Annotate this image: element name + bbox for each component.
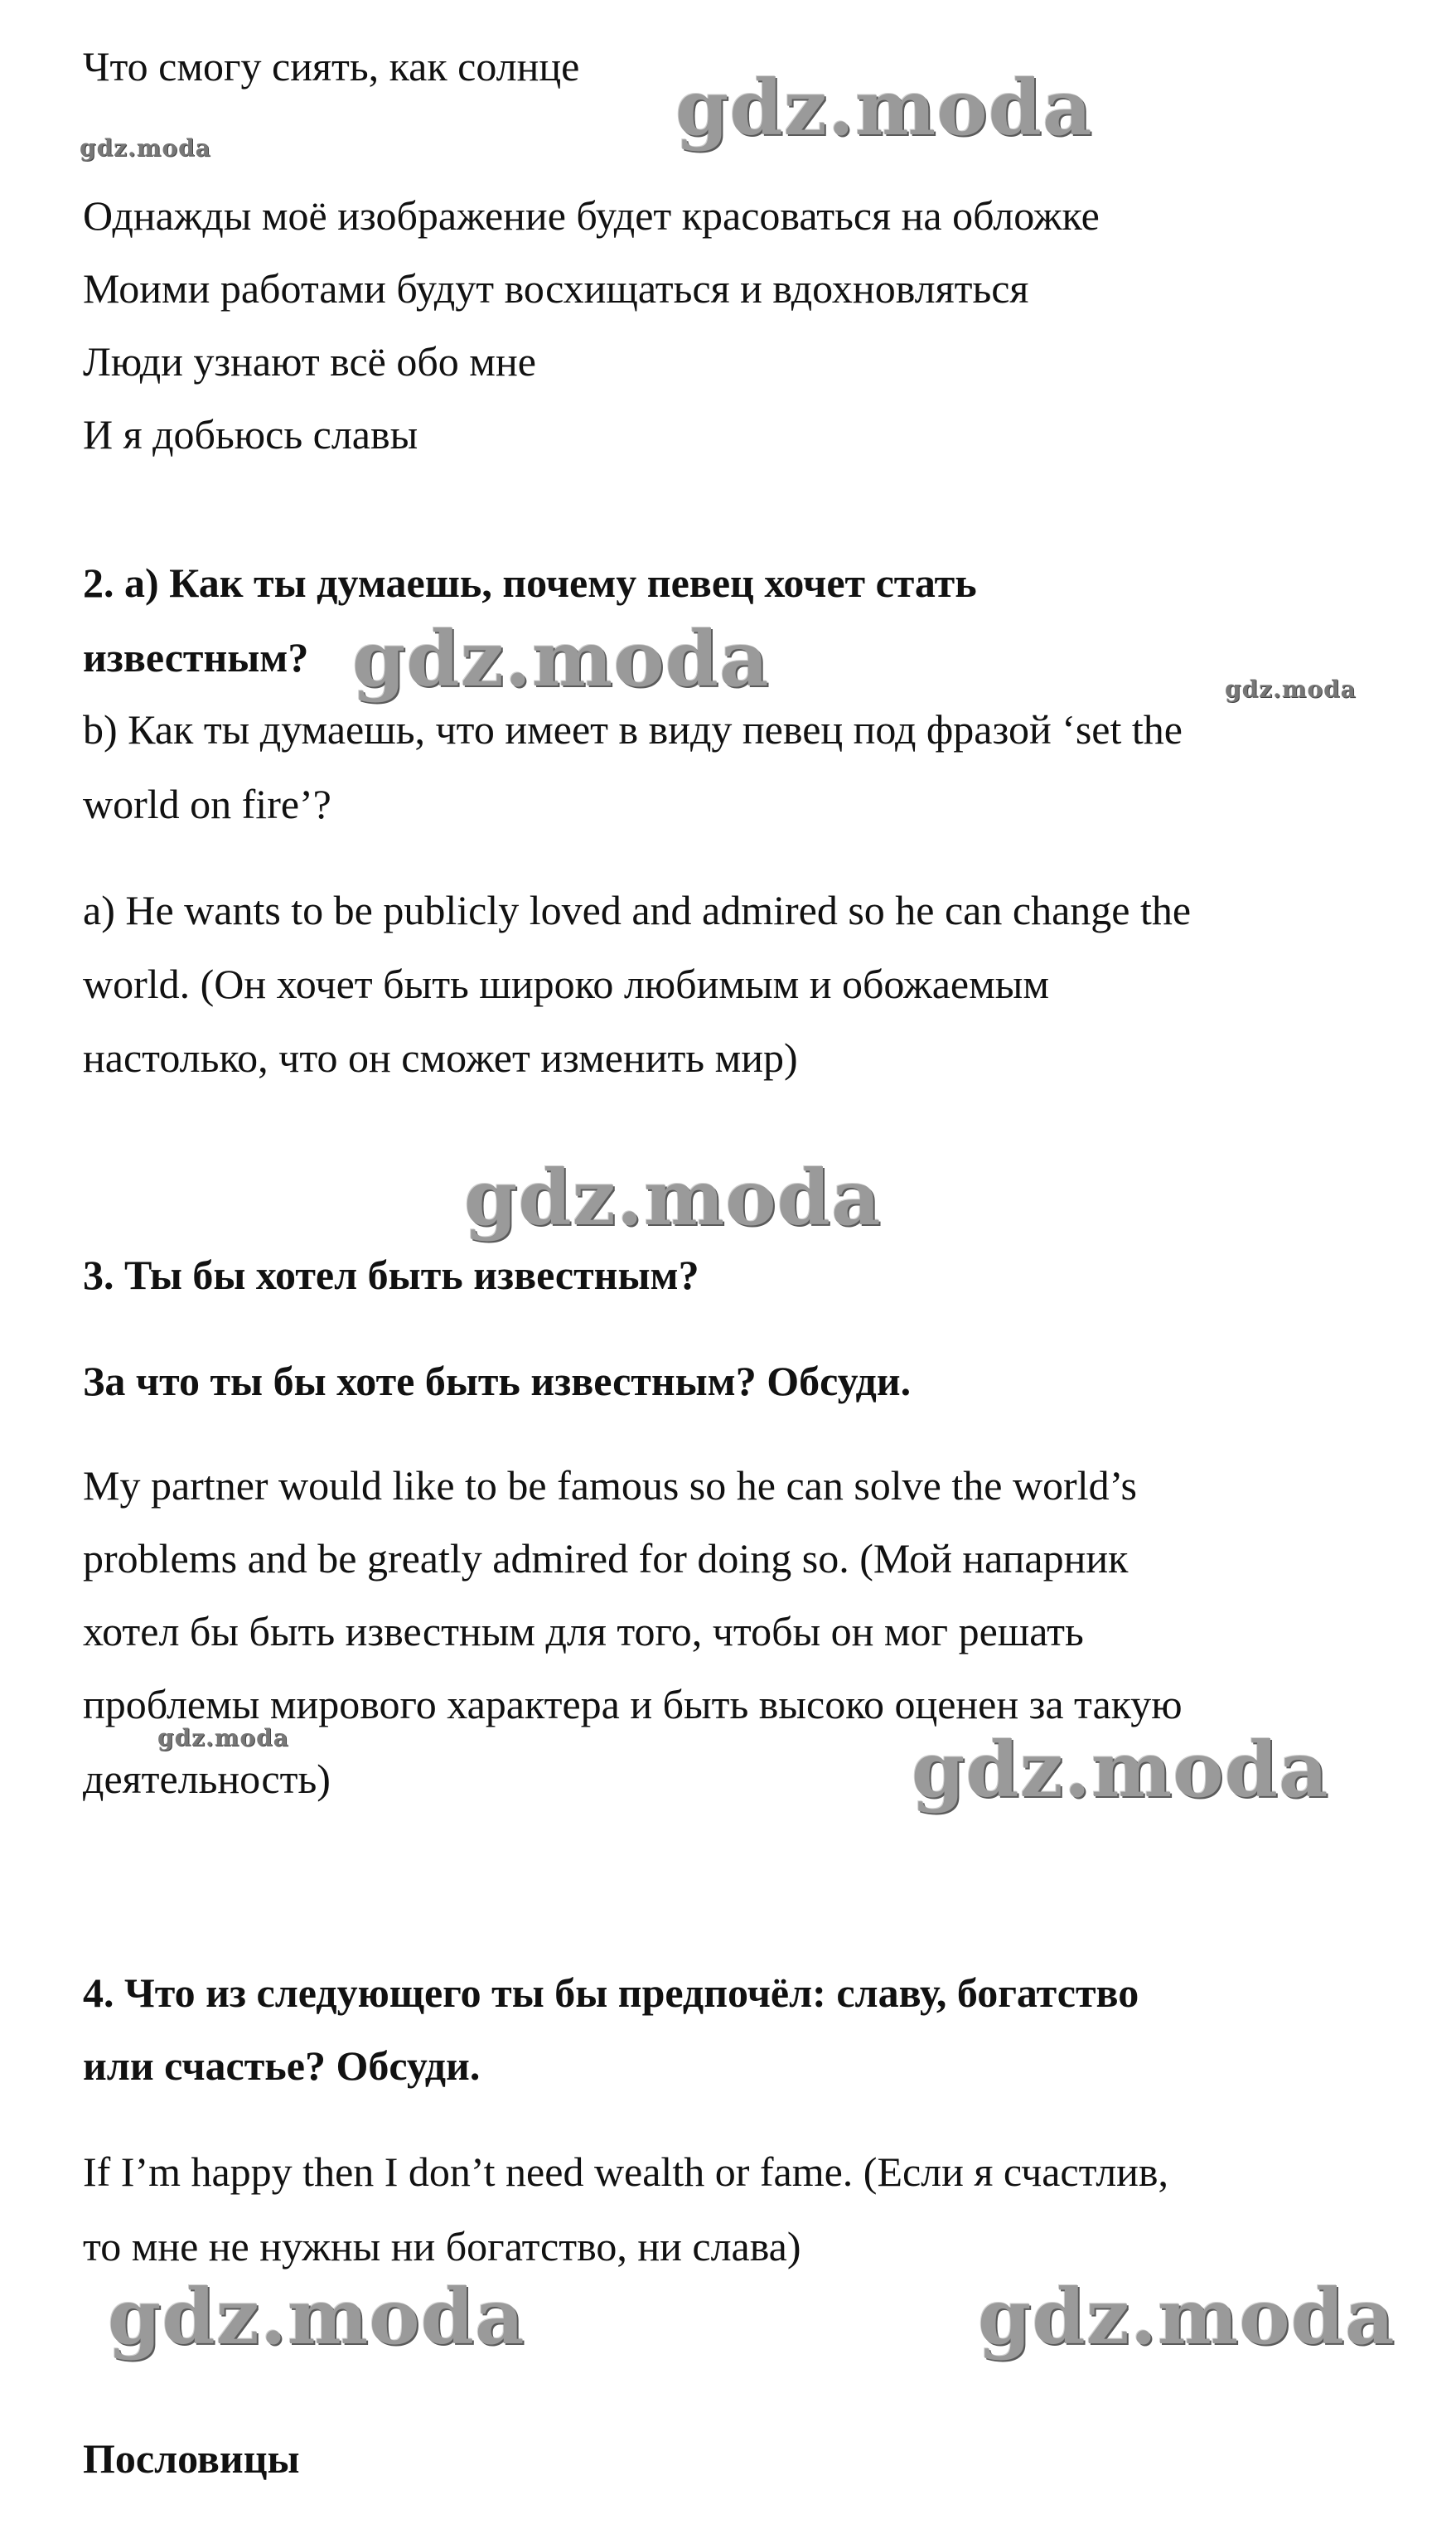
poem-line-4: Люди узнают всё обо мне: [83, 338, 536, 385]
q3-answer-line-3: хотел бы быть известным для того, чтобы он мог решать: [83, 1608, 1084, 1654]
q4-heading-line-1: 4. Что из следующего ты бы предпочёл: славу, богатство: [83, 1969, 1139, 2016]
poem-line-2: Однажды моё изображение будет красоваться на обложке: [83, 192, 1100, 239]
watermark-logo: gdz.moda: [108, 2272, 525, 2362]
q2-heading-line-1: 2. a) Как ты думаешь, почему певец хочет стать: [83, 559, 977, 606]
q3-answer-line-4: проблемы мирового характера и быть высоко оценен за такую: [83, 1681, 1183, 1727]
watermark-logo: gdz.moda: [912, 1725, 1329, 1814]
q2-answer-line-2: world. (Он хочет быть широко любимым и обожаемым: [83, 961, 1049, 1007]
watermark-logo: gdz.moda: [352, 614, 770, 704]
q4-answer-line-1: If I’m happy then I don’t need wealth or fame. (Если я счастлив,: [83, 2148, 1169, 2195]
q2-answer-line-3: настолько, что он сможет изменить мир): [83, 1034, 798, 1081]
poem-line-1: Что смогу сиять, как солнце: [83, 43, 580, 90]
watermark-logo: gdz.moda: [80, 134, 211, 162]
poem-line-5: И я добьюсь славы: [83, 411, 418, 458]
watermark-logo: gdz.moda: [675, 63, 1093, 153]
q2-b-line-1: b) Как ты думаешь, что имеет в виду певец под фразой ‘set the: [83, 706, 1183, 753]
q3-heading: 3. Ты бы хотел быть известным?: [83, 1252, 699, 1298]
q4-answer-line-2: то мне не нужны ни богатство, ни слава): [83, 2223, 801, 2269]
proverbs-heading: Пословицы: [83, 2435, 300, 2482]
q3-answer-line-2: problems and be greatly admired for doing so. (Мой напарник: [83, 1535, 1129, 1582]
q2-heading-line-2: известным?: [83, 634, 309, 681]
watermark-logo: gdz.moda: [978, 2272, 1396, 2362]
watermark-logo: gdz.moda: [1225, 676, 1357, 703]
poem-line-3: Моими работами будут восхищаться и вдохновляться: [83, 265, 1029, 312]
q2-b-line-2: world on fire’?: [83, 781, 331, 827]
q3-subheading: За что ты бы хоте быть известным? Обсуди.: [83, 1358, 912, 1404]
watermark-logo: gdz.moda: [464, 1153, 882, 1243]
q3-answer-line-1: My partner would like to be famous so he can solve the world’s: [83, 1462, 1137, 1509]
watermark-logo: gdz.moda: [157, 1724, 289, 1751]
q4-heading-line-2: или счастье? Обсуди.: [83, 2042, 481, 2089]
q2-answer-line-1: a) He wants to be publicly loved and admired so he can change the: [83, 887, 1192, 933]
q3-answer-line-5: деятельность): [83, 1756, 331, 1802]
